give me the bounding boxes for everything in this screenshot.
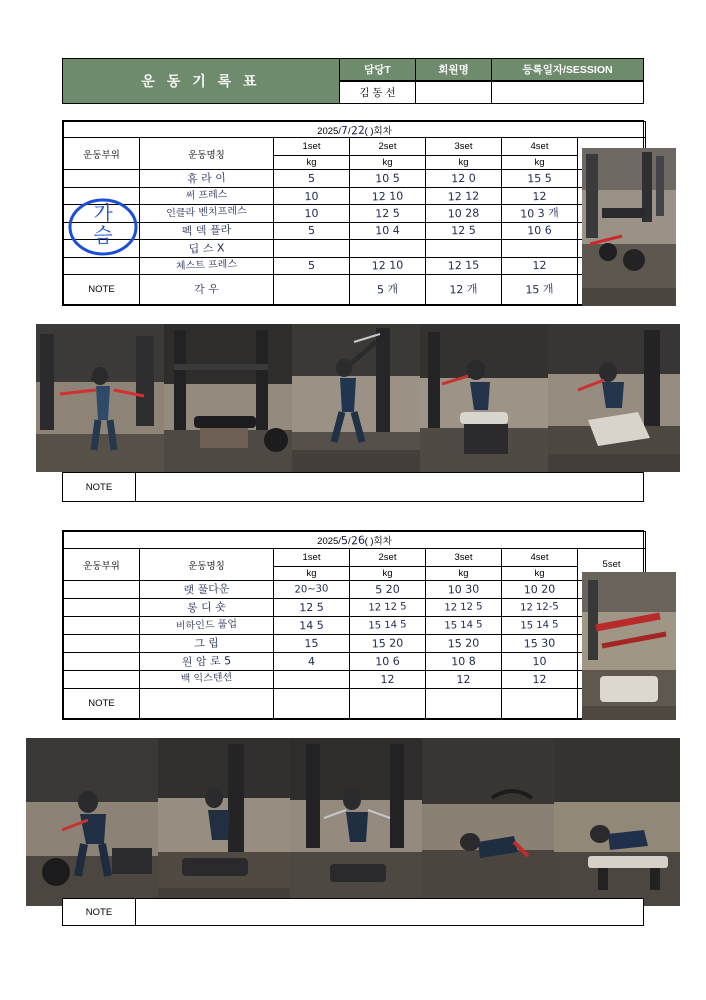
row-part[interactable] — [64, 670, 140, 688]
row-set4[interactable]: 15 30 — [523, 636, 556, 651]
note-hand-1[interactable]: 5 개 — [376, 282, 399, 297]
row-set4[interactable]: 12 — [532, 189, 547, 203]
row-set1[interactable]: 20~30 — [294, 583, 329, 596]
row-part[interactable] — [64, 257, 140, 274]
row-set4[interactable]: 10 3 개 — [519, 206, 560, 221]
table-row — [64, 170, 646, 187]
date-suffix-1: ( )회차 — [364, 125, 392, 137]
photo-gym-cable-fly-side — [36, 324, 164, 472]
row-set3[interactable]: 15 14 5 — [444, 618, 483, 632]
col-set4-2: 4set — [502, 548, 578, 566]
row-set1[interactable]: 5 — [307, 259, 316, 273]
date-day-1: 22 — [350, 123, 366, 138]
row-set1[interactable]: 12 5 — [299, 600, 324, 615]
kg-2-2: kg — [350, 566, 426, 581]
row-part[interactable] — [64, 617, 140, 635]
table-row — [64, 187, 646, 204]
kg-4-2: kg — [502, 566, 578, 581]
trainer-column — [340, 58, 416, 104]
row-exercise-name[interactable]: 써 프레스 — [185, 189, 228, 202]
kg-2-1: kg — [350, 155, 426, 169]
kg-1-1: kg — [274, 155, 350, 169]
photo-gym-smith-machine — [164, 324, 292, 472]
photo-gym-seated-row — [420, 324, 548, 472]
row-set4[interactable]: 12 12-5 — [519, 600, 559, 614]
row-exercise-name[interactable]: 딥 스 X — [188, 241, 225, 256]
note-box-1 — [62, 472, 644, 502]
row-set3[interactable]: 12 12 5 — [444, 600, 483, 614]
photo-gym-bench-kneeling — [554, 738, 680, 906]
row-set2[interactable]: 12 12 5 — [368, 600, 407, 614]
row-set2[interactable]: 10 5 — [375, 171, 400, 186]
date-day-2: 26 — [350, 533, 366, 548]
kg-1-2: kg — [274, 566, 350, 581]
note-box-2 — [62, 898, 644, 926]
row-set2[interactable] — [350, 247, 425, 250]
member-label: 회원명 — [416, 58, 492, 81]
row-set4[interactable]: 10 — [532, 654, 547, 668]
svg-text:슴: 슴 — [93, 223, 113, 247]
row-part[interactable] — [64, 599, 140, 617]
row-set3[interactable]: 12 12 — [447, 188, 480, 204]
date-year-1: 2025 — [317, 125, 339, 137]
row-set3[interactable]: 12 — [456, 672, 471, 686]
row-set3[interactable]: 12 0 — [451, 171, 476, 186]
row-set3[interactable]: 15 20 — [447, 636, 480, 651]
row-set1[interactable]: 4 — [307, 654, 316, 668]
row-exercise-name[interactable]: 원 암 로 5 — [181, 653, 232, 669]
note-row-2 — [64, 688, 646, 718]
table-row — [64, 222, 646, 239]
row-set4[interactable]: 15 5 — [527, 171, 552, 186]
photo-gym-seated-machine — [158, 738, 290, 906]
trainer-value[interactable]: 김 동 선 — [340, 81, 416, 104]
row-set1[interactable]: 14 5 — [299, 618, 324, 633]
row-part[interactable] — [64, 170, 140, 187]
note-row-1 — [64, 275, 646, 305]
date-month-1: 7 — [340, 123, 349, 137]
row-set3[interactable]: 10 8 — [451, 654, 476, 669]
note-hand-2[interactable]: 12 개 — [449, 282, 478, 297]
col-set3-1: 3set — [426, 138, 502, 155]
row-part[interactable] — [64, 634, 140, 652]
row-set1[interactable]: 5 — [307, 224, 316, 238]
note-label-strip-1: NOTE — [85, 481, 113, 493]
row-part[interactable] — [64, 240, 140, 257]
row-set3[interactable]: 10 28 — [447, 206, 480, 221]
table-row — [64, 205, 646, 222]
session-date-row-1: 2025/7/22( )회차 — [64, 122, 646, 138]
kg-3-1: kg — [426, 155, 502, 169]
row-set3[interactable]: 12 15 — [447, 258, 480, 273]
col-set2-2: 2set — [350, 548, 426, 566]
session-label: 등록일자/SESSION — [492, 58, 644, 81]
row-set1[interactable] — [274, 678, 349, 681]
photo-gym-lat-pulldown-standing — [292, 324, 420, 472]
row-set3[interactable]: 12 5 — [451, 224, 476, 238]
col-part-1: 운동부위 — [64, 138, 140, 170]
row-set4[interactable]: 10 6 — [527, 224, 552, 238]
session-value[interactable] — [492, 81, 644, 104]
row-set2[interactable]: 15 20 — [371, 636, 404, 651]
row-set2[interactable]: 15 14 5 — [368, 618, 407, 632]
col-part-2: 운동부위 — [64, 548, 140, 581]
row-part[interactable] — [64, 581, 140, 599]
photo-gym-cable-row — [290, 738, 422, 906]
table-row — [64, 581, 646, 599]
row-set2[interactable]: 12 10 — [371, 188, 404, 204]
row-exercise-name[interactable]: 펙 덱 플라 — [181, 223, 232, 239]
row-set1[interactable]: 10 — [304, 206, 319, 221]
table-row — [64, 670, 646, 688]
col-set3-2: 3set — [426, 548, 502, 566]
date-year-2: 2025 — [317, 535, 339, 547]
note-label-1: NOTE — [64, 275, 140, 305]
kg-3-2: kg — [426, 566, 502, 581]
col-set2-1: 2set — [350, 138, 426, 155]
member-column — [416, 58, 492, 104]
row-exercise-name[interactable]: 백 익스텐션 — [180, 672, 233, 685]
row-exercise-name[interactable]: 체스트 프레스 — [175, 258, 238, 272]
document-header — [62, 58, 644, 104]
kg-4-1: kg — [502, 155, 578, 169]
table-row — [64, 652, 646, 670]
row-set2[interactable]: 10 6 — [375, 654, 400, 669]
col-set5-2: 5set — [578, 548, 646, 581]
row-exercise-name[interactable]: 인클라 벤치프레스 — [166, 206, 247, 220]
record-table-2 — [62, 530, 644, 720]
date-suffix-2: ( )회차 — [364, 535, 392, 547]
photo-gym-incline-bench — [548, 324, 680, 472]
row-set2[interactable]: 12 — [380, 672, 395, 686]
photo-gym-cable-machine — [582, 148, 676, 306]
member-value[interactable] — [416, 81, 492, 104]
trainer-label: 담당T — [340, 58, 416, 81]
row-set1[interactable] — [274, 247, 349, 250]
row-set4[interactable]: 15 14 5 — [520, 618, 559, 632]
row-set2[interactable]: 5 20 — [375, 582, 400, 597]
note-label-2: NOTE — [64, 688, 140, 718]
row-part[interactable] — [64, 187, 140, 204]
row-set1[interactable]: 5 — [307, 171, 316, 186]
row-set2[interactable]: 12 10 — [371, 258, 404, 273]
row-set2[interactable]: 10 4 — [375, 224, 400, 238]
col-set4-1: 4set — [502, 138, 578, 155]
note-divider — [135, 899, 136, 925]
table-row — [64, 617, 646, 635]
row-exercise-name[interactable]: 랫 풀다운 — [183, 582, 230, 598]
photo-strip-1 — [36, 324, 680, 472]
photo-strip-2 — [26, 738, 680, 906]
date-month-2: 5 — [340, 533, 349, 548]
session-date-row-2: 2025/5/26( )회차 — [64, 532, 646, 549]
note-label-strip-2: NOTE — [85, 906, 113, 918]
table-row — [64, 599, 646, 617]
svg-text:가: 가 — [93, 201, 113, 225]
note-hand-3[interactable]: 15 개 — [525, 282, 554, 297]
col-set1-2: 1set — [274, 548, 350, 566]
row-exercise-name[interactable]: 그 립 — [193, 636, 220, 651]
row-set4[interactable]: 12 — [532, 259, 547, 273]
table-row — [64, 240, 646, 257]
row-part[interactable] — [64, 652, 140, 670]
col-name-1: 운동명칭 — [140, 138, 274, 170]
table-row — [64, 257, 646, 274]
col-name-2: 운동명칭 — [140, 548, 274, 581]
row-exercise-name[interactable]: 롱 디 숏 — [186, 600, 227, 615]
photo-gym-floor-band — [422, 738, 554, 906]
row-exercise-name[interactable]: 비하인드 풀업 — [175, 618, 238, 632]
page-title: 운 동 기 록 표 — [62, 58, 340, 104]
row-set3[interactable] — [426, 247, 501, 250]
photo-gym-leg-press — [582, 572, 676, 720]
row-set4[interactable]: 10 20 — [523, 582, 556, 597]
session-column — [492, 58, 644, 104]
row-part[interactable] — [64, 205, 140, 222]
table-row — [64, 634, 646, 652]
row-set2[interactable]: 12 5 — [375, 206, 400, 221]
col-set1-1: 1set — [274, 138, 350, 155]
row-part[interactable] — [64, 222, 140, 239]
photo-gym-barbell-row — [26, 738, 158, 906]
row-set1[interactable]: 10 — [304, 189, 319, 203]
row-set3[interactable]: 10 30 — [447, 582, 480, 597]
row-exercise-name[interactable]: 휴 라 이 — [186, 171, 227, 186]
row-set4[interactable]: 12 — [532, 672, 547, 686]
row-set1[interactable]: 15 — [304, 636, 319, 651]
note-divider — [135, 473, 136, 501]
row-set4[interactable] — [502, 247, 577, 250]
note-hand-0[interactable]: 각 우 — [193, 282, 220, 297]
record-table-1 — [62, 120, 644, 306]
